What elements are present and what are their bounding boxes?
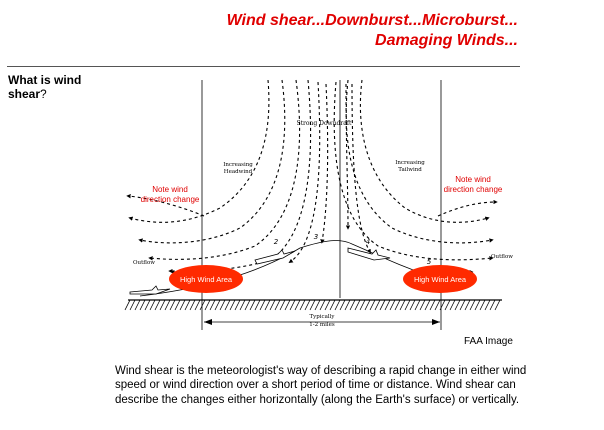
- outflow-label-right: Outflow: [491, 254, 513, 260]
- distance-label-1: Typically: [309, 314, 335, 320]
- aircraft-icon: [130, 248, 390, 294]
- slide-title-line-1: Wind shear...Downburst...Microburst...: [226, 12, 518, 29]
- microburst-diagram: [100, 68, 520, 348]
- image-credit: FAA Image: [464, 336, 513, 347]
- tailwind-label-2: Tailwind: [398, 167, 422, 173]
- high-wind-label-left: High Wind Area: [179, 275, 233, 284]
- note-left-line-1: Note wind: [152, 185, 188, 194]
- definition-paragraph: Wind shear is the meteorologist's way of describing a rapid change in either wind speed or wind direction over a short period of time or distance. Wind shear can describe the changes either horizontally (along the Earth's surface) or vertically.: [115, 365, 527, 406]
- high-wind-label-right: High Wind Area: [413, 275, 467, 284]
- note-left-line-2: direction change: [140, 195, 200, 204]
- distance-label-2: 1-2 miles: [309, 322, 335, 328]
- slide-title-line-2: Damaging Winds...: [375, 32, 518, 49]
- question-heading-mark: ?: [40, 87, 47, 101]
- position-label-3: 3: [313, 233, 319, 241]
- note-right-line-2: direction change: [443, 185, 503, 194]
- question-heading: [8, 73, 98, 101]
- strong-downdraft-label: Strong Downdraft: [296, 120, 352, 127]
- position-label-2: 2: [273, 238, 279, 246]
- position-label-4: 4: [365, 238, 371, 246]
- question-heading-bold: What is wind shear: [8, 73, 82, 101]
- headwind-label-2: Headwind: [223, 169, 253, 175]
- note-right-line-1: Note wind: [455, 175, 491, 184]
- headwind-label-1: Increasing: [223, 162, 253, 168]
- title-divider: [7, 66, 520, 67]
- distance-arrow-right: [432, 319, 440, 325]
- streamlines-left: [130, 80, 328, 271]
- outflow-label-left: Outflow: [133, 260, 155, 266]
- distance-arrow-left: [204, 319, 212, 325]
- position-label-5: 5: [426, 258, 432, 266]
- tailwind-label-1: Increasing: [395, 160, 425, 166]
- ground-hatching: [125, 300, 500, 310]
